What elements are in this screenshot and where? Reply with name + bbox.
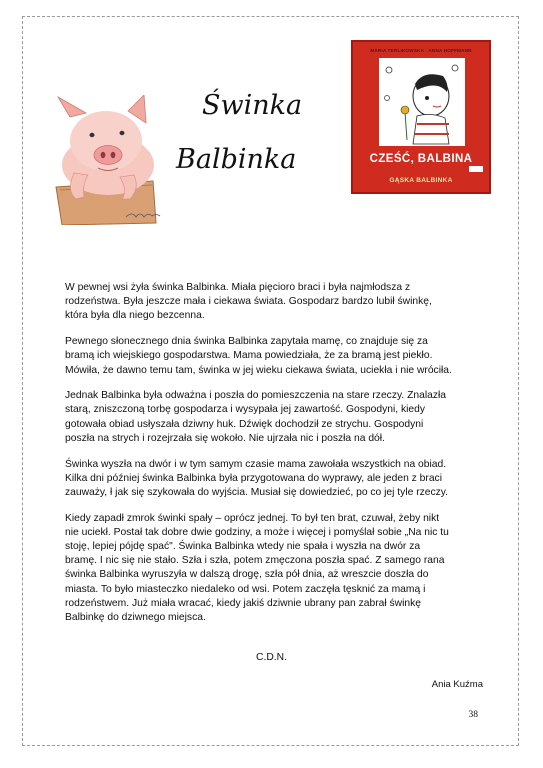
text-line: Mówiła, że dawno temu tam, świnka w jej wieku ciekawa świata, uciekła i nie wróciła.: [65, 364, 452, 376]
author-name: Ania Kuźma: [431, 679, 483, 690]
text-line: stoję, lepiej pójdę spać". Świnka Balbinka wtedy nie spała i wyszła na dwór za: [65, 541, 421, 553]
to-be-continued: C.D.N.: [256, 652, 287, 663]
text-line: poszła na strych i rozejrzała się wokoło. Nie ujrzała nic i poszła na dół.: [65, 432, 385, 444]
text-line: rodzeństwa. Była jeszcze mała i ciekawa świata. Gospodarz bardzo lubił świnkę,: [65, 296, 432, 308]
text-line: Balbinkę do dziwnego miejsca.: [65, 612, 206, 624]
paragraph: [65, 512, 490, 626]
text-line: W pewnej wsi żyła świnka Balbinka. Miała pięcioro braci i była najmłodsza z: [65, 282, 411, 293]
title-line-1: Świnka: [202, 90, 303, 121]
text-line: gotowała obiad usłyszała dziwny huk. Dźwięk dochodził ze strychu. Gospodyni: [65, 418, 424, 430]
book-title: CZEŚĆ, BALBINA: [369, 153, 473, 165]
text-line: bramę. I nic się nie stało. Szła i szła, potem zmęczona poszła spać. Z samego rana: [65, 555, 445, 567]
paragraph: [65, 335, 490, 378]
title-line-2: Balbinka: [176, 144, 297, 175]
book-authors: MARIA TERLIKOWSKA · ANNA HOFFMANN: [370, 48, 472, 53]
text-line: świnka Balbinka wyruszyła w dalszą drogę, szła pół dnia, aż wreszcie doszła do: [65, 569, 429, 581]
book-cover-image: [351, 40, 491, 194]
text-line: starą, zniszczoną torbę gospodarza i wysypała jej zawartość. Gospodyni, kiedy: [65, 404, 425, 416]
paragraph: [65, 458, 490, 501]
paragraph: [65, 389, 490, 446]
text-line: rodzeństwem. Już miała wracać, kiedy jakiś dziwnie ubrany pan zabrał świnkę: [65, 597, 421, 609]
text-line: Kilka dni później świnka Balbinka była przygotowana do wyprawy, ale jeden z braci: [65, 472, 442, 484]
text-line: miasta. To było miasteczko niedaleko od wsi. Potem zaczęła tęsknić za mamą i: [65, 583, 426, 595]
text-line: nie uciekł. Postał tak dobre dwie godziny, a może i więcej i pomyślał sobie „Na nic tu: [65, 526, 449, 538]
book-series: GĄSKA BALBINKA: [389, 177, 453, 184]
paragraph: [65, 281, 490, 324]
pig-illustration-icon: [48, 95, 173, 225]
page-number: 38: [468, 710, 478, 720]
text-line: Pewnego słonecznego dnia świnka Balbinka zapytała mamę, co znajduje się za: [65, 336, 428, 348]
text-line: Świnka wyszła na dwór i w tym samym czasie mama zawołała wszystkich na obiad.: [65, 458, 447, 470]
text-line: Jednak Balbinka była odważna i poszła do pomieszczenia na stare rzeczy. Znalazła: [65, 390, 446, 402]
story-text: [65, 281, 490, 637]
text-line: która była dla niego bezcenna.: [65, 310, 205, 322]
text-line: zauważy, ł jak się szykowała do wyjścia. Musiał się dowiedzieć, po co jej tyle rzeczy.: [65, 486, 449, 498]
text-line: Kiedy zapadł zmrok świnki spały – oprócz jednej. To był ten brat, czuwał, żeby nikt: [65, 512, 440, 524]
text-line: bramą ich wiejskiego gospodarstwa. Mama powiedziała, że za bramą jest piekło.: [65, 350, 433, 362]
